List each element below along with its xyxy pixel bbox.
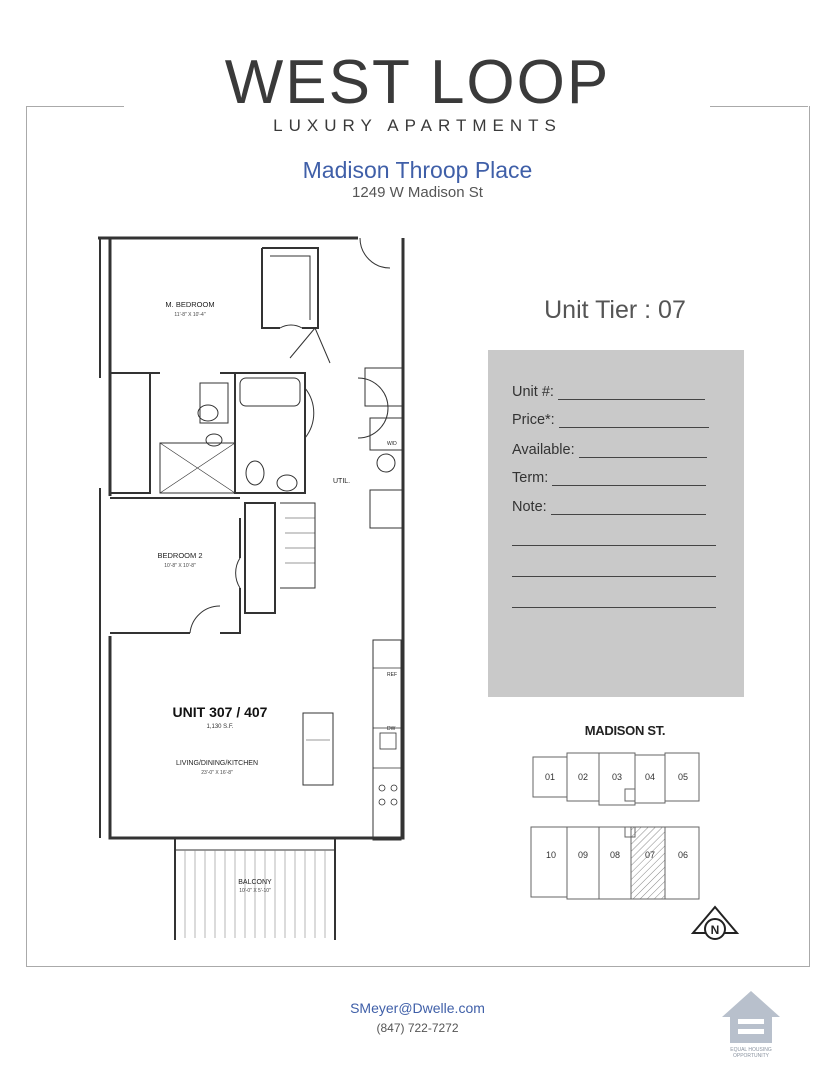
note-row <box>512 499 706 515</box>
note-field[interactable] <box>551 513 706 515</box>
brand-title: WEST LOOP <box>224 48 611 117</box>
util-label: UTIL. <box>333 478 351 485</box>
note-line[interactable] <box>512 545 716 546</box>
frame-top-right <box>710 106 808 107</box>
logo-text: EQUAL HOUSING <box>730 1047 772 1053</box>
site-unit-label: 06 <box>677 850 689 860</box>
contact-phone: (847) 722-7272 <box>376 1021 459 1035</box>
balcony-size: 10'-0" X 5'-10" <box>239 888 271 894</box>
price-row <box>512 412 709 428</box>
dw-label: DW <box>387 726 396 732</box>
price-label: Price*: <box>512 412 555 428</box>
term-label: Term: <box>512 470 549 486</box>
note-line[interactable] <box>512 607 716 608</box>
bedroom2-label: BEDROOM 2 <box>157 551 203 560</box>
living-label: LIVING/DINING/KITCHEN <box>175 760 259 767</box>
balcony-label: BALCONY <box>238 879 272 886</box>
north-arrow-icon <box>690 905 740 945</box>
term-field[interactable] <box>552 484 706 486</box>
site-unit-label: 04 <box>644 772 656 782</box>
brand-subtitle: LUXURY APARTMENTS <box>273 116 562 135</box>
note-line[interactable] <box>512 576 716 577</box>
site-unit-label-highlighted: 07 <box>644 850 656 860</box>
equal-housing-logo-icon <box>716 985 786 1060</box>
master-bedroom-size: 11'-8" X 10'-4" <box>174 312 206 318</box>
ref-label: REF <box>387 672 397 678</box>
north-label: N <box>710 923 720 937</box>
available-field[interactable] <box>579 456 707 458</box>
note-label: Note: <box>512 499 547 515</box>
price-field[interactable] <box>559 426 709 428</box>
site-unit-label: 02 <box>577 772 589 782</box>
living-size: 23'-0" X 16'-8" <box>201 770 233 776</box>
logo-text: OPPORTUNITY <box>732 1053 770 1059</box>
site-unit-label: 10 <box>545 850 557 860</box>
site-plan <box>525 745 725 900</box>
available-label: Available: <box>512 442 575 458</box>
site-plan-street: MADISON ST. <box>584 723 666 738</box>
master-bedroom-label: M. BEDROOM <box>165 300 215 309</box>
unit-area: 1,130 S.F. <box>206 724 234 730</box>
unit-label: Unit #: <box>512 384 554 400</box>
term-row <box>512 470 706 486</box>
frame-top-left <box>26 106 124 107</box>
building-name: Madison Throop Place <box>302 157 533 183</box>
unit-row <box>512 384 705 400</box>
site-unit-label: 03 <box>611 772 623 782</box>
wd-label: W/D <box>387 441 397 447</box>
floor-plan <box>90 228 420 940</box>
site-unit-label: 09 <box>577 850 589 860</box>
site-unit-label: 01 <box>544 772 556 782</box>
site-unit-label: 08 <box>609 850 621 860</box>
building-address: 1249 W Madison St <box>352 184 483 201</box>
contact-email[interactable]: SMeyer@Dwelle.com <box>350 1000 485 1016</box>
unit-tier: Unit Tier : 07 <box>544 296 686 324</box>
site-unit-label: 05 <box>677 772 689 782</box>
unit-info-box <box>488 350 744 697</box>
unit-field[interactable] <box>558 398 705 400</box>
bedroom2-size: 10'-8" X 10'-8" <box>164 563 196 569</box>
available-row <box>512 442 707 458</box>
unit-number-label: UNIT 307 / 407 <box>172 704 268 720</box>
